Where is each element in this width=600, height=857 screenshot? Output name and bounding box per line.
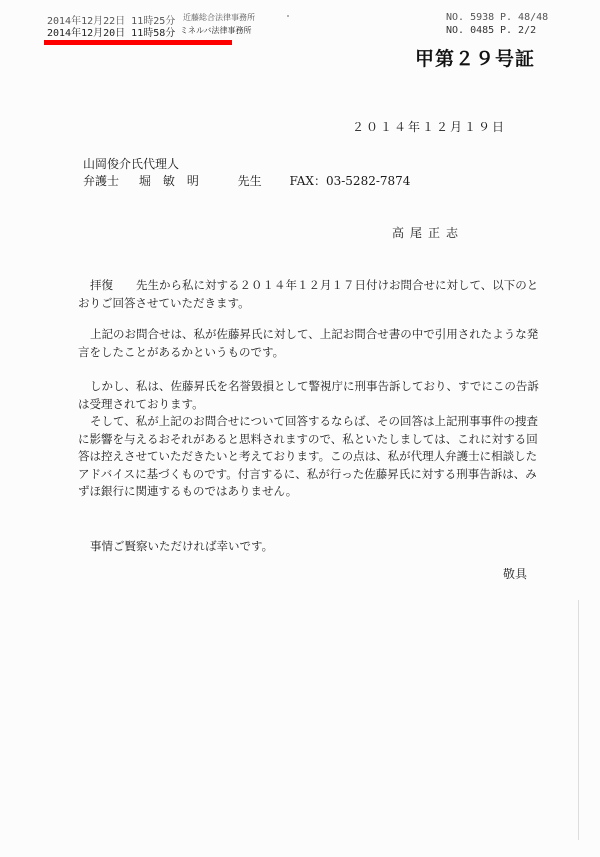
recipient-name: 堀 敏 明	[138, 174, 199, 188]
body-paragraph-3b: そして、私が上記のお問合せについて回答するならば、その回答は上記刑事事件の捜査に影響を与えるおそれがあると思料されますので、私といたしましては、これに対する回答は控えさせていただきたいと考えております。この点は、私が代理人弁護士に相談したアドバイスに基づくものです。付言するに、私が行った佐藤昇氏に対する刑事告訴は、みずほ銀行に関連するものではありません。	[78, 414, 539, 498]
fax-header-datetime-1: 2014年12月22日 11時25分	[47, 16, 176, 27]
fax-header-page-2: P. 2/2	[500, 25, 537, 36]
closing-word: 敬具	[503, 567, 528, 581]
scan-speck	[287, 15, 289, 17]
fax-header-datetime-2: 2014年12月20日 11時58分	[47, 28, 176, 39]
fax-header-page-1: P. 48/48	[500, 12, 549, 23]
body-paragraph-3a: しかし、私は、佐藤昇氏を名誉毀損として警視庁に刑事告訴しており、すでにこの告訴は受理されております。	[78, 379, 539, 411]
sender-name: 高尾正志	[392, 226, 465, 240]
recipient-title: 弁護士	[83, 174, 120, 188]
recipient-line-1: 山岡俊介氏代理人	[83, 157, 180, 171]
recipient-fax: FAX：03-5282-7874	[289, 174, 411, 188]
body-paragraph-2: 上記のお問合せは、私が佐藤昇氏に対して、上記お問合せ書の中で引用されたような発言をしたことがあるかというものです。	[78, 327, 539, 359]
recipient-line-2	[83, 172, 410, 189]
red-underline-mark	[44, 40, 232, 45]
exhibit-number: 甲第２９号証	[415, 48, 536, 70]
body-paragraph-4: 事情ご賢察いただければ幸いです。	[90, 539, 274, 553]
scan-edge-line	[578, 600, 579, 840]
fax-header-sender-1: 近藤総合法律事務所	[183, 13, 255, 22]
fax-header-no-1: NO. 5938	[446, 12, 495, 23]
letter-date: ２０１４年１２月１９日	[352, 120, 507, 134]
fax-header-no-2: NO. 0485	[446, 25, 495, 36]
body-paragraph-3	[78, 378, 548, 501]
fax-header-sender-2: ミネルバ法律事務所	[180, 26, 252, 35]
body-paragraph-1: 拝復 先生から私に対する２０１４年１２月１７日付けお問合せに対して、以下のとおりご回答させていただきます。	[78, 278, 539, 310]
recipient-honorific: 先生	[237, 174, 262, 188]
